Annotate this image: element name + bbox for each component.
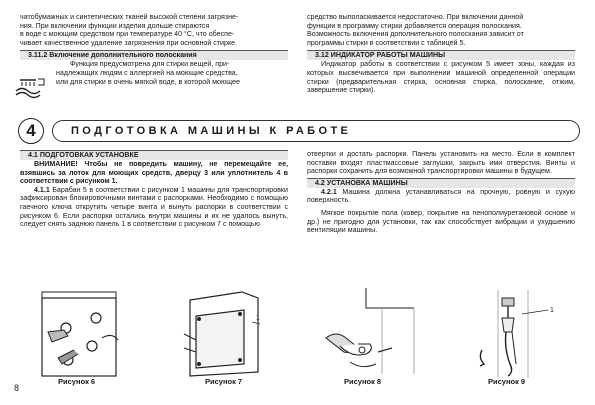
heading-3-11-2: 3.11.2 Включение дополнительного полоскания bbox=[20, 50, 288, 60]
page-number: 8 bbox=[14, 383, 20, 393]
figure-8-caption: Рисунок 8 bbox=[344, 377, 382, 386]
figure-8 bbox=[322, 288, 418, 378]
right-column bbox=[307, 150, 575, 235]
para-continued: отвертки и достать распорки. Панель установить на место. Если в комплект поставки входят пластмассовые заглушки, закрыть ими отверстия. Винты и распорки сохранить для возможной транспортировки машины в будущем. bbox=[307, 150, 575, 176]
figure-9-caption: Рисунок 9 bbox=[488, 377, 526, 386]
top-left-column bbox=[20, 13, 288, 86]
body-line: Возможность включения дополнительного полоскания зависит от bbox=[307, 30, 524, 39]
top-right-column bbox=[307, 13, 575, 95]
left-column bbox=[20, 150, 288, 229]
figure-7-caption: Рисунок 7 bbox=[205, 377, 243, 386]
figure-9 bbox=[468, 288, 568, 378]
section-number: 4 bbox=[18, 118, 44, 144]
para-4-2-1: Машина должна устанавливаться на прочную, ровную и сухую поверхность. bbox=[307, 187, 575, 205]
body-line: надлежащих людям с аллергией на моющие средства, bbox=[56, 68, 238, 77]
body-line: Функция предусмотрена для стирки вещей, при- bbox=[70, 60, 230, 69]
heading-4-1: 4.1 ПОДГОТОВКАК УСТАНОВКЕ bbox=[20, 150, 288, 160]
para-soft-floor: Мягкое покрытие пола (ковер, покрытие на пенополиуретановой основе и др.) не пригодно для установки, так как способствует вибрации и ухудшению вентиляции машины. bbox=[307, 208, 575, 235]
figure-9-callout: 1 bbox=[550, 307, 554, 314]
heading-3-12: 3.12 ИНДИКАТОР РАБОТЫ МАШИНЫ bbox=[307, 50, 575, 60]
para-3-12: Индикатор работы в соответствии с рисунком 5 имеет зоны, каждая из которых высвечивается при выполнении машиной определенной операции стирки (предварительная стирка, основная стирка, полоскание, отжим, завершение стирки). bbox=[307, 60, 575, 95]
figure-7 bbox=[182, 288, 264, 378]
body-line: в воде с моющим средством при температуре 40 °C, что обеспе- bbox=[20, 30, 235, 39]
figure-6-caption: Рисунок 6 bbox=[58, 377, 96, 386]
body-line: чивает качественное удаление загрязнения при основной стирке. bbox=[20, 38, 238, 47]
section-title: ПОДГОТОВКА МАШИНЫ К РАБОТЕ bbox=[71, 125, 352, 137]
figure-7-callout: 1 bbox=[256, 315, 260, 322]
section-header bbox=[14, 118, 580, 144]
body-line: чатобумажных и синтетических тканей высокой степени загрязне- bbox=[20, 13, 239, 21]
figure-6 bbox=[38, 288, 128, 378]
body-line: или для стирки в очень мягкой воде, в которой моющее bbox=[56, 77, 240, 86]
section-title-bar bbox=[52, 120, 580, 142]
body-line: программы стирки в соответствии с таблицей 5. bbox=[307, 38, 466, 47]
extra-rinse-icon bbox=[14, 77, 46, 99]
body-line: средство выполаскивается недостаточно. При включении данной bbox=[307, 13, 524, 21]
para-4-1-1: Барабан 5 в соответствии с рисунком 1 машины для транспортировки зафиксирован блокировочными винтами с распорками. Необходимо с помощью гаечного ключа открутить четыре винта и вынуть распорки в соответствии с рисунком 6. Если распорки остались внутри машины и их не удалось вынуть, следует снять заднюю панель 1 в соответствии с рисунком 7 с помощью bbox=[20, 185, 288, 229]
para-number: 4.2.1 bbox=[321, 187, 337, 196]
body-line: ния. При включении функции изделия дольше стираются bbox=[20, 21, 210, 30]
para-number: 4.1.1 bbox=[34, 185, 50, 194]
body-line: функции в программу стирки добавляется операция полоскания. bbox=[307, 21, 522, 30]
warning-text: ВНИМАНИЕ! Чтобы не повредить машину, не перемещайте ее, взявшись за лоток для моющих средств, дверцу 3 или уплотнитель 4 в соответствии с рисунком 1. bbox=[20, 160, 288, 186]
heading-4-2: 4.2 УСТАНОВКА МАШИНЫ bbox=[307, 178, 575, 188]
